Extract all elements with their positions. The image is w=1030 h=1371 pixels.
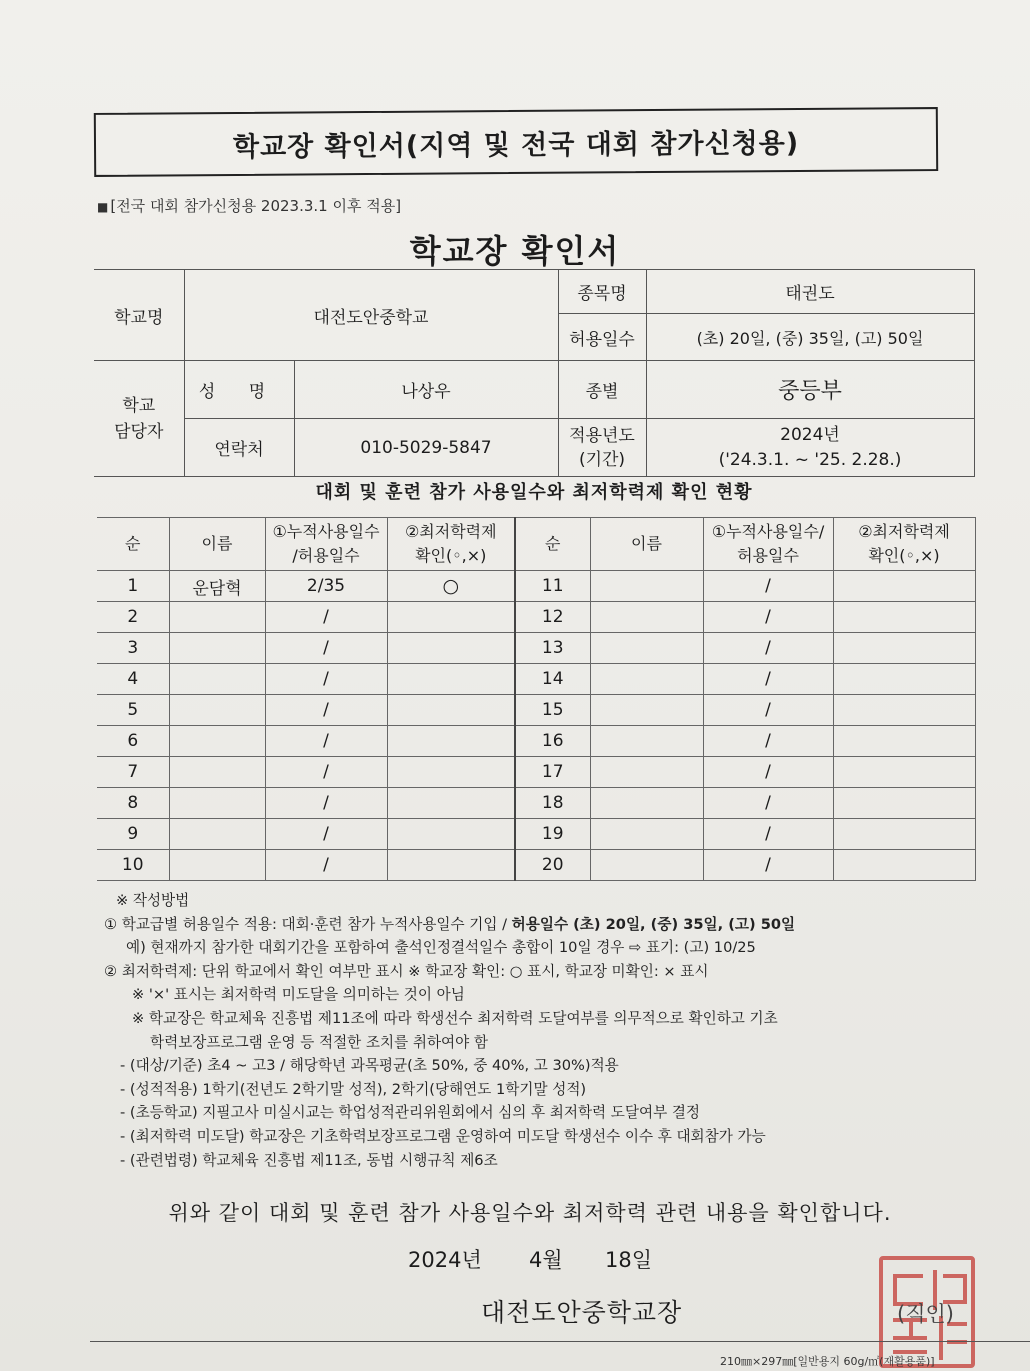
row-check-right <box>833 819 975 850</box>
row-name-right <box>590 695 703 726</box>
row-days-right: / <box>703 788 833 819</box>
row-name-right <box>590 850 703 881</box>
row-days-left: / <box>265 664 387 695</box>
row-days-right: / <box>703 757 833 788</box>
row-days-right: / <box>703 664 833 695</box>
row-check-left <box>387 633 515 664</box>
table-row <box>97 726 975 757</box>
header-days-left: ①누적사용일수 /허용일수 <box>265 518 387 571</box>
footer-divider <box>90 1341 1030 1342</box>
row-name-left <box>169 788 265 819</box>
row-no-left: 9 <box>97 819 169 850</box>
row-check-right <box>833 695 975 726</box>
row-name-left <box>169 726 265 757</box>
method-line-1 <box>104 913 984 937</box>
table-row <box>97 571 975 602</box>
row-name-left <box>169 602 265 633</box>
row-check-left <box>387 695 515 726</box>
row-no-right: 17 <box>515 757 590 788</box>
row-no-right: 19 <box>515 819 590 850</box>
contact-value: 010-5029-5847 <box>294 419 558 477</box>
paper-spec: 210㎜×297㎜[일반용지 60g/㎡(재활용품)] <box>720 1355 935 1368</box>
date-month: 4월 <box>529 1248 563 1272</box>
method-line-9: - (초등학교) 지필고사 미실시교는 학업성적관리위원회에서 심의 후 최저학력 도달여부 결정 <box>120 1104 701 1122</box>
status-header-row <box>97 518 975 571</box>
row-name-left <box>169 664 265 695</box>
row-no-right: 11 <box>515 571 590 602</box>
category-value: 중등부 <box>646 361 974 419</box>
row-no-left: 6 <box>97 726 169 757</box>
table-row <box>97 633 975 664</box>
row-check-right <box>833 757 975 788</box>
method-line-6: 학력보장프로그램 운영 등 적절한 조치를 취하여야 함 <box>150 1033 488 1051</box>
row-check-left <box>387 757 515 788</box>
sport-label: 종목명 <box>558 270 646 314</box>
seal-mark-text: (직인) <box>897 1302 954 1326</box>
row-days-left: / <box>265 633 387 664</box>
row-no-left: 1 <box>97 571 169 602</box>
manager-name-label: 성 명 <box>184 361 294 419</box>
square-bullet-icon: ■ <box>97 200 109 214</box>
contact-label: 연락처 <box>184 419 294 477</box>
allowed-days-label: 허용일수 <box>558 314 646 361</box>
row-no-left: 8 <box>97 788 169 819</box>
row-check-right <box>833 633 975 664</box>
category-label: 종별 <box>558 361 646 419</box>
manager-label: 학교 담당자 <box>94 361 184 477</box>
row-no-left: 10 <box>97 850 169 881</box>
row-name-right <box>590 633 703 664</box>
row-check-left <box>387 850 515 881</box>
sport-value: 태권도 <box>646 270 974 314</box>
row-days-left: / <box>265 819 387 850</box>
row-days-right: / <box>703 819 833 850</box>
method-heading: ※ 작성방법 <box>116 892 190 909</box>
method-line-11: - (관련법령) 학교체육 진흥법 제11조, 동법 시행규칙 제6조 <box>120 1151 498 1169</box>
row-days-left: / <box>265 695 387 726</box>
row-name-left <box>169 757 265 788</box>
method-line-1a: ① 학교급별 허용일수 적용: 대회·훈련 참가 누적사용일수 기입 / <box>104 915 512 933</box>
school-name-value: 대전도안중학교 <box>184 270 558 361</box>
date-year: 2024년 <box>408 1248 482 1272</box>
row-name-right <box>590 726 703 757</box>
row-days-right: / <box>703 602 833 633</box>
main-title: 학교장 확인서 <box>409 232 621 270</box>
row-no-left: 7 <box>97 757 169 788</box>
method-line-8: - (성적적용) 1학기(전년도 2학기말 성적), 2학기(당해연도 1학기말 성적) <box>120 1080 587 1098</box>
principal-signature-name: 대전도안중학교장 <box>481 1298 683 1327</box>
school-info-table <box>94 269 975 477</box>
row-days-left: / <box>265 788 387 819</box>
method-line-4: ※ '×' 표시는 최저학력 미도달을 의미하는 것이 아님 <box>132 986 465 1004</box>
year-cell <box>646 419 974 477</box>
row-name-right <box>590 788 703 819</box>
row-days-right: / <box>703 850 833 881</box>
row-name-left: 운담혁 <box>169 571 265 602</box>
row-no-right: 14 <box>515 664 590 695</box>
writing-method <box>104 889 984 1172</box>
year-label: 적용년도 (기간) <box>558 419 646 477</box>
method-line-10: - (최저학력 미도달) 학교장은 기초학력보장프로그램 운영하여 미도달 학생선수 이수 후 대회참가 가능 <box>120 1127 766 1145</box>
header-name-right: 이름 <box>590 518 703 571</box>
table-row <box>97 664 975 695</box>
row-name-right <box>590 571 703 602</box>
date-day: 18일 <box>605 1248 653 1272</box>
header-no-right: 순 <box>515 518 590 571</box>
row-name-left <box>169 695 265 726</box>
application-note-text: [전국 대회 참가신청용 2023.3.1 이후 적용] <box>110 197 402 215</box>
header-check-right: ②최저학력제 확인(◦,×) <box>833 518 975 571</box>
table-row <box>97 695 975 726</box>
table-row <box>97 850 975 881</box>
row-no-right: 13 <box>515 633 590 664</box>
row-check-right <box>833 571 975 602</box>
row-days-left: 2/35 <box>265 571 387 602</box>
row-days-right: / <box>703 633 833 664</box>
row-days-right: / <box>703 571 833 602</box>
table-row <box>97 757 975 788</box>
confirmation-statement: 위와 같이 대회 및 훈련 참가 사용일수와 최저학력 관련 내용을 확인합니다. <box>168 1201 892 1225</box>
method-line-7: - (대상/기준) 초4 ~ 고3 / 해당학년 과목평균(초 50%, 중 40%, 고 30%)적용 <box>120 1057 619 1075</box>
row-name-right <box>590 602 703 633</box>
row-no-right: 18 <box>515 788 590 819</box>
row-check-left <box>387 602 515 633</box>
document-header-title: 학교장 확인서(지역 및 전국 대회 참가신청용) <box>94 107 938 177</box>
row-no-right: 16 <box>515 726 590 757</box>
header-name-left: 이름 <box>169 518 265 571</box>
method-line-3: ② 최저학력제: 단위 학교에서 확인 여부만 표시 ※ 학교장 확인: ○ 표시, 학교장 미확인: × 표시 <box>104 962 709 980</box>
period-value: ('24.3.1. ~ '25. 2.28.) <box>718 449 902 470</box>
row-days-left: / <box>265 850 387 881</box>
row-days-right: / <box>703 726 833 757</box>
row-name-right <box>590 819 703 850</box>
header-no-left: 순 <box>97 518 169 571</box>
row-days-right: / <box>703 695 833 726</box>
row-no-left: 3 <box>97 633 169 664</box>
header-check-left: ②최저학력제 확인(◦,×) <box>387 518 515 571</box>
manager-name-value: 나상우 <box>294 361 558 419</box>
row-check-left <box>387 819 515 850</box>
year-value: 2024년 <box>780 424 840 445</box>
row-no-right: 20 <box>515 850 590 881</box>
row-check-right <box>833 850 975 881</box>
row-check-left <box>387 726 515 757</box>
row-no-right: 12 <box>515 602 590 633</box>
row-no-right: 15 <box>515 695 590 726</box>
row-no-left: 4 <box>97 664 169 695</box>
row-name-right <box>590 757 703 788</box>
row-name-left <box>169 633 265 664</box>
row-name-right <box>590 664 703 695</box>
table-row <box>97 819 975 850</box>
row-check-left <box>387 664 515 695</box>
row-check-left: ○ <box>387 571 515 602</box>
header-days-right: ①누적사용일수/ 허용일수 <box>703 518 833 571</box>
row-check-left <box>387 788 515 819</box>
method-line-2: 예) 현재까지 참가한 대회기간을 포함하여 출석인정결석일수 총합이 10일 경우 ⇨ 표기: (고) 10/25 <box>126 939 756 957</box>
status-table-title: 대회 및 훈련 참가 사용일수와 최저학력제 확인 현황 <box>315 482 753 503</box>
row-check-right <box>833 788 975 819</box>
application-note <box>97 195 401 216</box>
row-check-right <box>833 726 975 757</box>
table-row <box>97 602 975 633</box>
method-line-1b: 허용일수 (초) 20일, (중) 35일, (고) 50일 <box>511 915 796 933</box>
table-row <box>97 788 975 819</box>
status-table <box>97 517 976 881</box>
method-line-5: ※ 학교장은 학교체육 진흥법 제11조에 따라 학생선수 최저학력 도달여부를 의무적으로 확인하고 기초 <box>132 1009 778 1027</box>
school-name-label: 학교명 <box>94 270 184 361</box>
allowed-days-value: (초) 20일, (중) 35일, (고) 50일 <box>646 314 974 361</box>
row-days-left: / <box>265 757 387 788</box>
row-no-left: 2 <box>97 602 169 633</box>
row-days-left: / <box>265 602 387 633</box>
row-check-right <box>833 602 975 633</box>
row-days-left: / <box>265 726 387 757</box>
row-name-left <box>169 850 265 881</box>
row-no-left: 5 <box>97 695 169 726</box>
row-check-right <box>833 664 975 695</box>
row-name-left <box>169 819 265 850</box>
